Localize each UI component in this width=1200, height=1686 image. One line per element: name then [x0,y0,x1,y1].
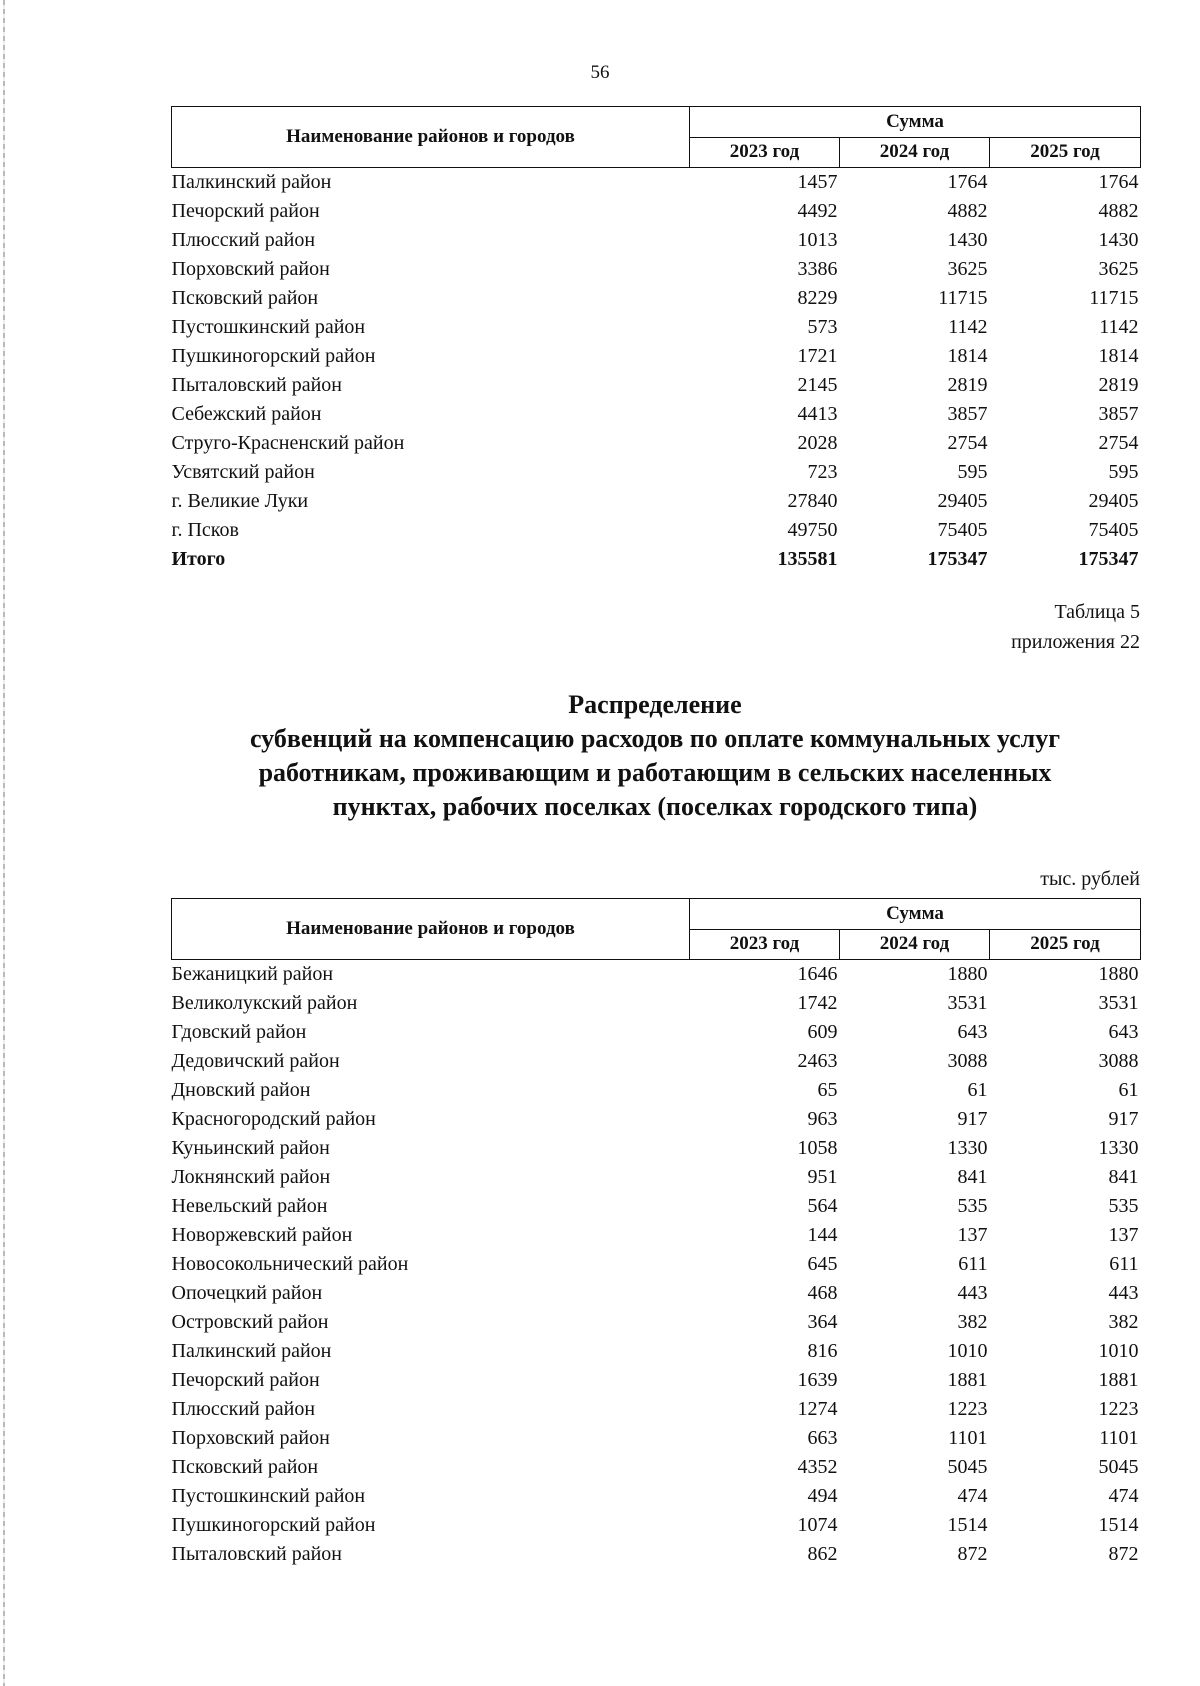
column-header-2023: 2023 год [690,137,840,168]
table-row [172,1424,1141,1453]
value-2024: 61 [967,1079,988,1101]
district-name: Пыталовский район [171,374,343,396]
title-line: работникам, проживающим и работающим в сельских населенных [258,758,1052,787]
total-2023: 135581 [777,548,838,570]
table-row [172,989,1141,1018]
value-2023: 49750 [787,519,838,541]
table-row [172,1482,1141,1511]
value-2023: 1639 [797,1369,838,1391]
district-name: Палкинский район [171,171,332,193]
district-name: Новосокольнический район [171,1253,409,1275]
district-name: Печорский район [171,1369,320,1391]
district-name: Пустошкинский район [171,1485,366,1507]
district-name: г. Псков [171,519,239,541]
table-row [172,1453,1141,1482]
value-2025: 2819 [1098,374,1139,396]
column-header-2025: 2025 год [990,137,1141,168]
table-row [172,1366,1141,1395]
value-2024: 2754 [947,432,988,454]
value-2023: 144 [807,1224,838,1246]
value-2023: 8229 [797,287,838,309]
value-2024: 5045 [947,1456,988,1478]
column-header-sum: Сумма [690,899,1141,930]
value-2025: 137 [1108,1224,1139,1246]
district-name: Порховский район [171,258,330,280]
table-distribution-2 [171,898,1141,1569]
district-name: Пустошкинский район [171,316,366,338]
value-2024: 1764 [947,171,988,193]
district-name: Красногородский район [171,1108,376,1130]
value-2023: 4413 [797,403,838,425]
table-row [172,1134,1141,1163]
table-row [172,458,1141,487]
district-name: Дновский район [171,1079,311,1101]
district-name: Печорский район [171,200,320,222]
value-2023: 1742 [797,992,838,1014]
value-2025: 1764 [1098,171,1139,193]
table-row [172,429,1141,458]
value-2023: 1058 [797,1137,838,1159]
value-2023: 564 [807,1195,838,1217]
value-2024: 1101 [948,1427,988,1449]
value-2023: 364 [807,1311,838,1333]
total-2025: 175347 [1078,548,1139,570]
appendix-caption: приложения 22 [1011,631,1140,653]
table-row [172,487,1141,516]
value-2025: 3625 [1098,258,1139,280]
title-line: пунктах, рабочих поселках (поселках городского типа) [332,792,978,821]
value-2025: 595 [1108,461,1139,483]
value-2024: 1881 [947,1369,988,1391]
district-name: Себежский район [171,403,322,425]
value-2023: 862 [807,1543,838,1565]
value-2023: 4492 [797,200,838,222]
value-2023: 65 [817,1079,838,1101]
value-2023: 951 [807,1166,838,1188]
district-name: Куньинский район [171,1137,330,1159]
value-2024: 1010 [947,1340,988,1362]
value-2025: 1142 [1099,316,1139,338]
value-2024: 611 [958,1253,988,1275]
value-2023: 1457 [797,171,838,193]
value-2024: 3625 [947,258,988,280]
value-2025: 2754 [1098,432,1139,454]
value-2025: 872 [1108,1543,1139,1565]
district-name: г. Великие Луки [171,490,309,512]
value-2025: 1430 [1098,229,1139,251]
value-2023: 1074 [797,1514,838,1536]
table-row [172,400,1141,429]
page-number: 56 [590,62,610,83]
value-2024: 443 [957,1282,988,1304]
value-2024: 535 [957,1195,988,1217]
value-2025: 841 [1108,1166,1139,1188]
value-2024: 1223 [947,1398,988,1420]
column-header-2025: 2025 год [990,929,1141,960]
district-name: Порховский район [171,1427,330,1449]
value-2024: 872 [957,1543,988,1565]
value-2023: 2463 [797,1050,838,1072]
district-name: Великолукский район [171,992,358,1014]
table-row [172,168,1141,198]
value-2024: 382 [957,1311,988,1333]
value-2025: 3857 [1098,403,1139,425]
value-2024: 1430 [947,229,988,251]
value-2023: 963 [807,1108,838,1130]
table-row [172,1308,1141,1337]
value-2025: 535 [1108,1195,1139,1217]
district-name: Локнянский район [171,1166,331,1188]
table-row [172,1076,1141,1105]
value-2025: 643 [1108,1021,1139,1043]
value-2025: 611 [1109,1253,1139,1275]
value-2025: 474 [1108,1485,1139,1507]
table-row [172,1105,1141,1134]
value-2023: 1721 [797,345,838,367]
district-name: Островский район [171,1311,329,1333]
table-row [172,371,1141,400]
table-body [172,960,1141,1570]
value-2023: 663 [807,1427,838,1449]
value-2023: 1646 [797,963,838,985]
table-row [172,313,1141,342]
title-line: Распределение [568,690,742,719]
section-title [150,688,1160,824]
value-2024: 1142 [948,316,988,338]
value-2025: 1101 [1099,1427,1139,1449]
column-header-2024: 2024 год [840,137,990,168]
value-2023: 609 [807,1021,838,1043]
district-name: Невельский район [171,1195,328,1217]
scan-margin-edge [3,0,5,1686]
value-2025: 3531 [1098,992,1139,1014]
value-2025: 1223 [1098,1398,1139,1420]
value-2024: 917 [957,1108,988,1130]
value-2023: 723 [807,461,838,483]
district-name: Струго-Красненский район [171,432,405,454]
district-name: Опочецкий район [171,1282,323,1304]
value-2023: 573 [807,316,838,338]
total-row [172,545,1141,574]
column-header-2023: 2023 год [690,929,840,960]
value-2024: 11715 [938,287,988,309]
district-name: Палкинский район [171,1340,332,1362]
value-2025: 75405 [1088,519,1139,541]
value-2023: 2145 [797,374,838,396]
district-name: Пушкиногорский район [171,1514,376,1536]
table-row [172,1250,1141,1279]
value-2023: 1274 [797,1398,838,1420]
table-row [172,1221,1141,1250]
table-row [172,1047,1141,1076]
column-header-name: Наименование районов и городов [172,107,690,168]
value-2023: 645 [807,1253,838,1275]
table-row [172,1279,1141,1308]
table-row [172,1192,1141,1221]
value-2025: 3088 [1098,1050,1139,1072]
value-2024: 3857 [947,403,988,425]
district-name: Бежаницкий район [171,963,334,985]
table-row [172,1018,1141,1047]
value-2025: 1514 [1098,1514,1139,1536]
value-2023: 27840 [787,490,838,512]
table-row [172,1337,1141,1366]
value-2024: 75405 [937,519,988,541]
value-2024: 3088 [947,1050,988,1072]
table-row [172,1395,1141,1424]
units-label: тыс. рублей [1040,868,1140,890]
district-name: Дедовичский район [171,1050,340,1072]
value-2025: 443 [1108,1282,1139,1304]
value-2024: 2819 [947,374,988,396]
table-row [172,226,1141,255]
value-2024: 1330 [947,1137,988,1159]
table-row [172,255,1141,284]
table-number-caption: Таблица 5 [1054,601,1140,623]
table-row [172,960,1141,990]
value-2024: 1514 [947,1514,988,1536]
column-header-2024: 2024 год [840,929,990,960]
value-2023: 2028 [797,432,838,454]
district-name: Пушкиногорский район [171,345,376,367]
title-line: субвенций на компенсацию расходов по оплате коммунальных услуг [249,724,1061,753]
value-2023: 494 [807,1485,838,1507]
value-2024: 1880 [947,963,988,985]
total-label: Итого [171,548,226,570]
district-name: Усвятский район [171,461,315,483]
value-2023: 1013 [797,229,838,251]
value-2024: 4882 [947,200,988,222]
table-row [172,197,1141,226]
value-2024: 643 [957,1021,988,1043]
value-2025: 382 [1108,1311,1139,1333]
value-2023: 4352 [797,1456,838,1478]
value-2025: 11715 [1089,287,1139,309]
table-row [172,342,1141,371]
table-body [172,168,1141,575]
district-name: Новоржевский район [171,1224,353,1246]
table-row [172,284,1141,313]
value-2025: 29405 [1088,490,1139,512]
value-2023: 468 [807,1282,838,1304]
value-2024: 841 [957,1166,988,1188]
district-name: Пыталовский район [171,1543,343,1565]
value-2024: 595 [957,461,988,483]
value-2023: 816 [807,1340,838,1362]
value-2025: 1880 [1098,963,1139,985]
table-distribution-1 [171,106,1141,574]
value-2024: 1814 [947,345,988,367]
table-row [172,1511,1141,1540]
table-row [172,1163,1141,1192]
value-2025: 1881 [1098,1369,1139,1391]
value-2024: 137 [957,1224,988,1246]
value-2025: 1330 [1098,1137,1139,1159]
value-2025: 61 [1118,1079,1139,1101]
district-name: Гдовский район [171,1021,307,1043]
value-2025: 4882 [1098,200,1139,222]
table-row [172,516,1141,545]
value-2025: 1814 [1098,345,1139,367]
district-name: Псковский район [171,1456,319,1478]
district-name: Псковский район [171,287,319,309]
value-2024: 29405 [937,490,988,512]
value-2025: 1010 [1098,1340,1139,1362]
total-2024: 175347 [927,548,988,570]
value-2025: 5045 [1098,1456,1139,1478]
district-name: Плюсский район [171,1398,316,1420]
value-2023: 3386 [797,258,838,280]
column-header-name: Наименование районов и городов [172,899,690,960]
column-header-sum: Сумма [690,107,1141,138]
value-2025: 917 [1108,1108,1139,1130]
district-name: Плюсский район [171,229,316,251]
value-2024: 474 [957,1485,988,1507]
table-row [172,1540,1141,1569]
value-2024: 3531 [947,992,988,1014]
